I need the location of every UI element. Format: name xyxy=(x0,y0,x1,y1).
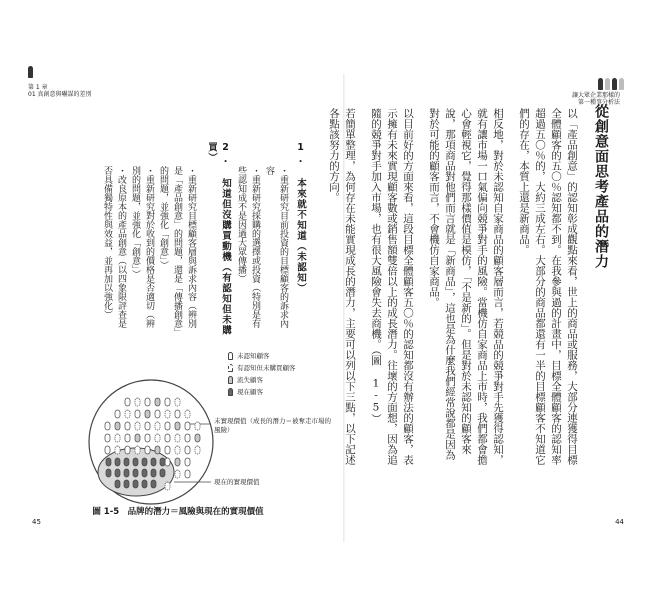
legend-item: 現在顧客 xyxy=(228,386,296,398)
figure-legend xyxy=(228,350,296,398)
legend-item: 未認知顧客 xyxy=(228,350,296,362)
person-glyph xyxy=(106,458,111,466)
body-paragraph: 以「產品創意」的認知彰成觀點來看，世上的商品或服務，大部分連獲得目標全體顧客的五〇％認知都不到。在我參與過的計畫中，目標全體顧客的認知率超過五〇％的，大約三成左右。大部分的商品都還有一半的目標顧客不知道它們的存在，本質上還是新商品。 xyxy=(518,108,578,465)
person-glyph xyxy=(195,434,200,442)
person-glyph xyxy=(155,410,160,418)
legend-item: 有認知但未購買顧客 xyxy=(228,362,296,374)
person-glyph xyxy=(135,410,140,418)
person-glyph xyxy=(175,434,180,442)
person-gray-icon xyxy=(228,376,233,384)
person-glyph xyxy=(155,434,160,442)
person-glyph xyxy=(185,470,190,478)
person-glyph xyxy=(105,434,110,442)
person-glyph xyxy=(125,434,130,442)
callout-unrealized-value: 未實現價值（成長的潛力＝被奪走市場的風險） xyxy=(214,417,331,434)
person-glyph xyxy=(142,480,147,488)
person-glyph xyxy=(165,410,170,418)
person-glyph xyxy=(165,422,170,430)
person-glyph xyxy=(125,446,130,454)
person-glyph xyxy=(195,446,200,454)
person-glyph xyxy=(175,410,180,418)
person-glyph xyxy=(124,480,129,488)
book-spread xyxy=(18,74,640,542)
person-glyph xyxy=(125,422,130,430)
person-figure-icon xyxy=(612,78,617,90)
person-glyph xyxy=(124,458,129,466)
person-glyph xyxy=(115,469,120,477)
person-outline-icon xyxy=(228,352,233,360)
person-glyph xyxy=(124,469,129,477)
bullet-item: ・重新研究對於收到的價格是否適切（辨別的問題，並強化「創意」） xyxy=(130,166,154,328)
person-glyph xyxy=(185,458,190,466)
person-glyph xyxy=(175,470,180,478)
person-glyph xyxy=(142,469,147,477)
person-glyph xyxy=(115,422,120,430)
body-paragraph: 以目前好的方面來看，這段目標全體顧客五〇％的認知都沒有辦法的顧客，表示擁有未來實現顧客數或銷售額雙倍以上的成長潛力。往壞的方面想，因為追隨的競爭對手加入市場，也有很大風險會失去商機。（圖 1-5） xyxy=(370,108,414,465)
person-glyph xyxy=(155,422,160,430)
person-glyph xyxy=(133,480,138,488)
person-glyph xyxy=(185,410,190,418)
bullet-item: ・重新研究目標顧客層與訴求內容（辨別是「產品創意」的問題，還是「傳播創意」的問題，並強化「創意」） xyxy=(158,166,196,333)
person-glyph xyxy=(106,469,111,477)
person-glyph xyxy=(165,446,170,454)
person-glyph xyxy=(175,398,180,406)
person-dashed-icon xyxy=(228,364,233,372)
callout-current-value: 現在的實現價值 xyxy=(214,478,260,486)
person-glyph xyxy=(125,410,130,418)
right-page-header: 讓大眾企業那樣的 第一種事分析法 xyxy=(571,92,620,106)
person-glyph xyxy=(142,458,147,466)
person-glyph xyxy=(105,422,110,430)
person-glyph xyxy=(185,434,190,442)
chapter-title: 01 真創意與嚇謀的差別 xyxy=(28,91,92,98)
person-glyph xyxy=(160,458,165,466)
people-inner-group xyxy=(106,458,165,488)
person-glyph xyxy=(115,480,120,488)
person-glyph xyxy=(125,398,130,406)
person-glyph xyxy=(165,482,170,490)
person-glyph xyxy=(155,398,160,406)
header-figures-right xyxy=(598,78,624,90)
bullet-item: ・重新研究採購的選擇或投資（特別是有些認知成不是因過大眾傳播） xyxy=(236,166,260,328)
section-2-title: 2. 知道但沒購買動機（有認知但未購買） xyxy=(206,142,231,336)
person-glyph xyxy=(151,469,156,477)
person-glyph xyxy=(145,410,150,418)
person-glyph xyxy=(165,398,170,406)
person-glyph xyxy=(133,469,138,477)
person-glyph xyxy=(105,446,110,454)
person-glyph xyxy=(160,469,165,477)
person-glyph xyxy=(115,434,120,442)
body-paragraph: 若簡單整理，為何存在未能實現成長的潛力，主要可以列以下三點，以下記述各點該努力的方向。 xyxy=(328,108,356,465)
person-glyph xyxy=(135,434,140,442)
person-glyph xyxy=(151,480,156,488)
person-glyph xyxy=(195,422,200,430)
person-figure-icon xyxy=(598,78,603,90)
person-glyph xyxy=(175,422,180,430)
person-filled-icon xyxy=(228,388,233,396)
person-glyph xyxy=(151,458,156,466)
chapter-label: 第 1 章 xyxy=(28,84,48,91)
person-glyph xyxy=(185,446,190,454)
person-glyph xyxy=(145,434,150,442)
person-glyph xyxy=(165,458,170,466)
person-glyph xyxy=(175,458,180,466)
person-glyph xyxy=(145,446,150,454)
person-glyph xyxy=(115,410,120,418)
figure-caption: 圖 1-5 品牌的潛力＝風險與現在的實現價值 xyxy=(92,507,264,517)
person-glyph xyxy=(115,458,120,466)
bullet-item: ・重新研究目前投資的目標顧客的訴求內容 xyxy=(264,166,288,328)
person-glyph xyxy=(175,446,180,454)
bullet-item: ・改良原本的產品創意（以四象限評查是否具備獨特性與效益，並再加以強化） xyxy=(102,166,126,328)
person-glyph xyxy=(115,446,120,454)
person-glyph xyxy=(145,398,150,406)
right-page-body xyxy=(328,108,580,468)
person-figure-icon xyxy=(619,78,624,90)
right-page-title: 從創意面思考產品的潛力 xyxy=(593,104,609,269)
section-1-title: 1. 本來就不知道（未認知） xyxy=(295,142,306,294)
person-glyph xyxy=(165,434,170,442)
body-paragraph: 相反地，對於未認知自家商品的顧客層而言，若競品的競爭對手先獲得認知，就有讓市場一口氣偏向競爭對手的風險。當機仿自家商品上市時，我們都會擔心會輕視它，覺得那樣價值是模仿，「不是新的」。但是對於未認知的顧客來說，那項商品對他們而言就是「新商品」，這也是為什麼我們經常說都是因為對於可能的顧客而言，不會機仿自家商品。 xyxy=(428,108,504,465)
person-glyph xyxy=(185,422,190,430)
person-figure-icon xyxy=(605,78,610,90)
person-glyph xyxy=(145,422,150,430)
person-glyph xyxy=(135,422,140,430)
right-page-number: 44 xyxy=(615,518,624,526)
person-glyph xyxy=(133,458,138,466)
left-page-number: 45 xyxy=(32,518,41,526)
brand-potential-figure xyxy=(18,74,348,524)
person-glyph xyxy=(155,446,160,454)
person-glyph xyxy=(135,398,140,406)
legend-item: 流失顧客 xyxy=(228,374,296,386)
person-glyph xyxy=(135,446,140,454)
